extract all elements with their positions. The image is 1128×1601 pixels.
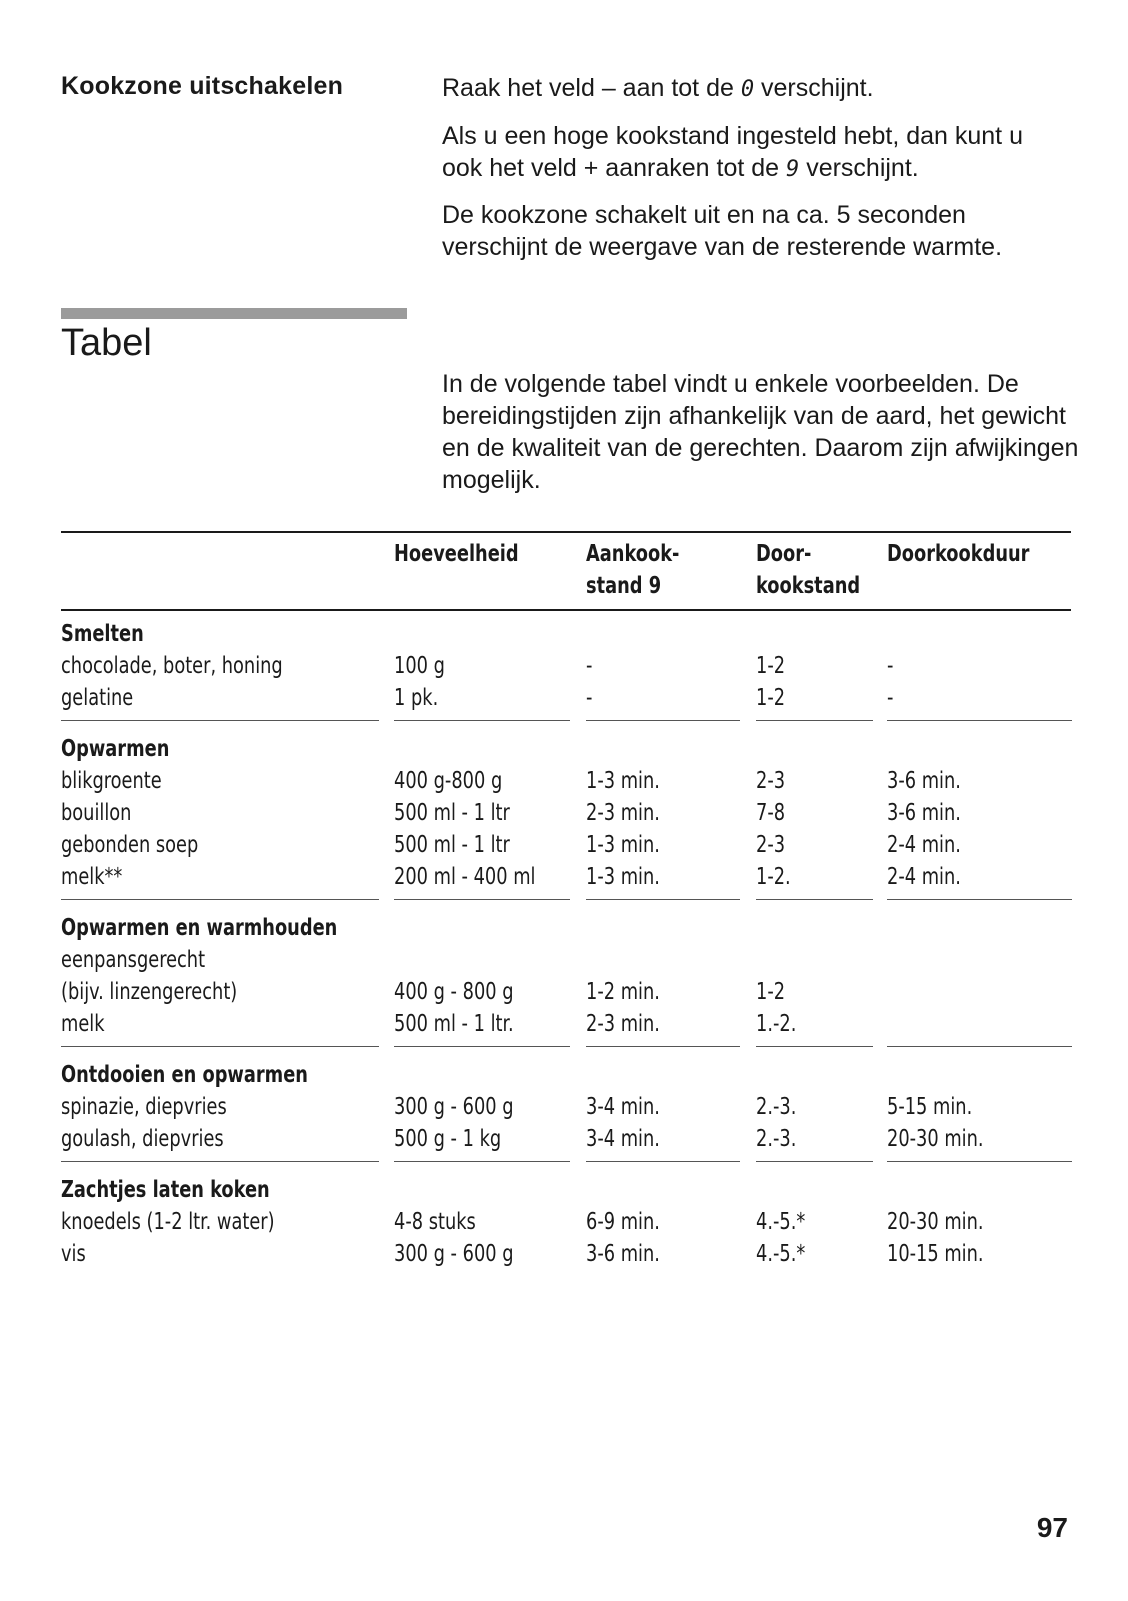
table-cell: 3-4 min. (586, 1094, 660, 1120)
group-separator-rule (887, 1046, 1072, 1047)
table-cell: 500 g - 1 kg (394, 1126, 502, 1152)
table-row-label: (bijv. linzengerecht) (61, 979, 238, 1005)
group-separator-rule (394, 720, 570, 721)
table-group-title: Ontdooien en opwarmen (61, 1062, 308, 1088)
section-heading-kookzone-uitschakelen: Kookzone uitschakelen (61, 72, 344, 100)
table-cell: 2-3 min. (586, 800, 660, 826)
table-cell: 500 ml - 1 ltr (394, 832, 510, 858)
table-cell: 20-30 min. (887, 1126, 984, 1152)
table-cell: 3-4 min. (586, 1126, 660, 1152)
paragraph-text: verschijnt. (799, 154, 919, 182)
group-separator-rule (61, 899, 379, 900)
table-row-label: eenpansgerecht (61, 947, 206, 973)
table-cell: 400 g - 800 g (394, 979, 514, 1005)
table-cell: 5-15 min. (887, 1094, 973, 1120)
table-row-label: melk** (61, 864, 123, 890)
table-header-4-line1: Doorkookduur (887, 541, 1030, 567)
paragraph-switch-off (442, 72, 1082, 106)
table-group-title: Opwarmen (61, 736, 170, 762)
table-cell: - (586, 685, 593, 711)
table-row-label: goulash, diepvries (61, 1126, 224, 1152)
group-separator-rule (756, 1161, 873, 1162)
table-cell: - (887, 653, 894, 679)
page-number: 97 (1036, 1512, 1068, 1543)
table-row-label: blikgroente (61, 768, 162, 794)
table-cell: - (586, 653, 593, 679)
table-cell: 500 ml - 1 ltr (394, 800, 510, 826)
table-top-rule (61, 531, 1071, 533)
group-separator-rule (586, 1046, 740, 1047)
table-header-rule (61, 609, 1071, 611)
table-cell: 2-3 min. (586, 1011, 660, 1037)
section-divider-bar (61, 308, 407, 319)
table-cell: 20-30 min. (887, 1209, 984, 1235)
group-separator-rule (887, 720, 1072, 721)
paragraph-text: Als u een hoge kookstand ingesteld hebt, dan kunt u ook het veld + aanraken tot de (442, 122, 1023, 182)
table-group-title: Smelten (61, 621, 144, 647)
group-separator-rule (586, 899, 740, 900)
table-header-2-line2: stand 9 (586, 573, 662, 599)
table-cell: 1-3 min. (586, 864, 660, 890)
table-cell: 1-3 min. (586, 832, 660, 858)
display-zero-glyph: 0 (740, 77, 755, 102)
section-title-tabel: Tabel (61, 322, 152, 364)
table-group-title: Zachtjes laten koken (61, 1177, 270, 1203)
table-cell: 2.-3. (756, 1126, 797, 1152)
group-separator-rule (756, 899, 873, 900)
table-cell: 7-8 (756, 800, 786, 826)
paragraph-high-setting (442, 120, 1062, 186)
table-cell: 4-8 stuks (394, 1209, 476, 1235)
table-cell: 3-6 min. (887, 800, 961, 826)
table-cell: 1-2 (756, 653, 786, 679)
table-cell: 1-2 min. (586, 979, 660, 1005)
table-header-2-line1: Aankook- (586, 541, 680, 567)
table-cell: 2-4 min. (887, 864, 961, 890)
group-separator-rule (394, 1046, 570, 1047)
table-header-3-line2: kookstand (756, 573, 861, 599)
table-group-title: Opwarmen en warmhouden (61, 915, 338, 941)
table-cell: 1-2 (756, 685, 786, 711)
group-separator-rule (887, 899, 1072, 900)
table-cell: 1-2. (756, 864, 791, 890)
group-separator-rule (756, 1046, 873, 1047)
table-row-label: vis (61, 1241, 86, 1267)
table-cell: 1.-2. (756, 1011, 797, 1037)
table-cell: 1 pk. (394, 685, 439, 711)
table-cell: 400 g-800 g (394, 768, 503, 794)
paragraph-text: De kookzone schakelt uit en na ca. 5 seconden verschijnt de weergave van de resterende warmte. (442, 201, 1003, 261)
table-cell: 2-3 (756, 832, 786, 858)
table-cell: 1-2 (756, 979, 786, 1005)
group-separator-rule (61, 720, 379, 721)
group-separator-rule (586, 720, 740, 721)
table-row-label: chocolade, boter, honing (61, 653, 283, 679)
table-row-label: bouillon (61, 800, 132, 826)
table-intro-paragraph: In de volgende tabel vindt u enkele voorbeelden. De bereidingstijden zijn afhankelijk van de aard, het gewicht en de kwaliteit van de gerechten. Daarom zijn afwijkingen mogelijk. (442, 370, 1079, 494)
table-cell: - (887, 685, 894, 711)
table-row-label: spinazie, diepvries (61, 1094, 227, 1120)
paragraph-text: Raak het veld – aan tot de (442, 74, 741, 102)
table-cell: 1-3 min. (586, 768, 660, 794)
table-row-label: melk (61, 1011, 105, 1037)
table-header-3-line1: Door- (756, 541, 812, 567)
table-row-label: knoedels (1-2 ltr. water) (61, 1209, 275, 1235)
group-separator-rule (61, 1046, 379, 1047)
table-cell: 200 ml - 400 ml (394, 864, 536, 890)
table-cell: 2-4 min. (887, 832, 961, 858)
table-cell: 6-9 min. (586, 1209, 660, 1235)
display-nine-glyph: 9 (786, 157, 800, 182)
table-cell: 4.-5.* (756, 1209, 806, 1235)
table-cell: 100 g (394, 653, 445, 679)
group-separator-rule (887, 1161, 1072, 1162)
group-separator-rule (756, 720, 873, 721)
table-row-label: gebonden soep (61, 832, 199, 858)
table-cell: 500 ml - 1 ltr. (394, 1011, 514, 1037)
table-cell: 3-6 min. (586, 1241, 660, 1267)
table-cell: 300 g - 600 g (394, 1241, 514, 1267)
group-separator-rule (394, 1161, 570, 1162)
paragraph-residual-heat (442, 199, 1062, 263)
table-row-label: gelatine (61, 685, 134, 711)
group-separator-rule (586, 1161, 740, 1162)
table-cell: 2.-3. (756, 1094, 797, 1120)
table-cell: 2-3 (756, 768, 786, 794)
group-separator-rule (61, 1161, 379, 1162)
table-cell: 10-15 min. (887, 1241, 984, 1267)
paragraph-text: verschijnt. (754, 74, 874, 102)
table-header-1-line1: Hoeveelheid (394, 541, 519, 567)
table-cell: 300 g - 600 g (394, 1094, 514, 1120)
table-cell: 4.-5.* (756, 1241, 806, 1267)
table-cell: 3-6 min. (887, 768, 961, 794)
group-separator-rule (394, 899, 570, 900)
